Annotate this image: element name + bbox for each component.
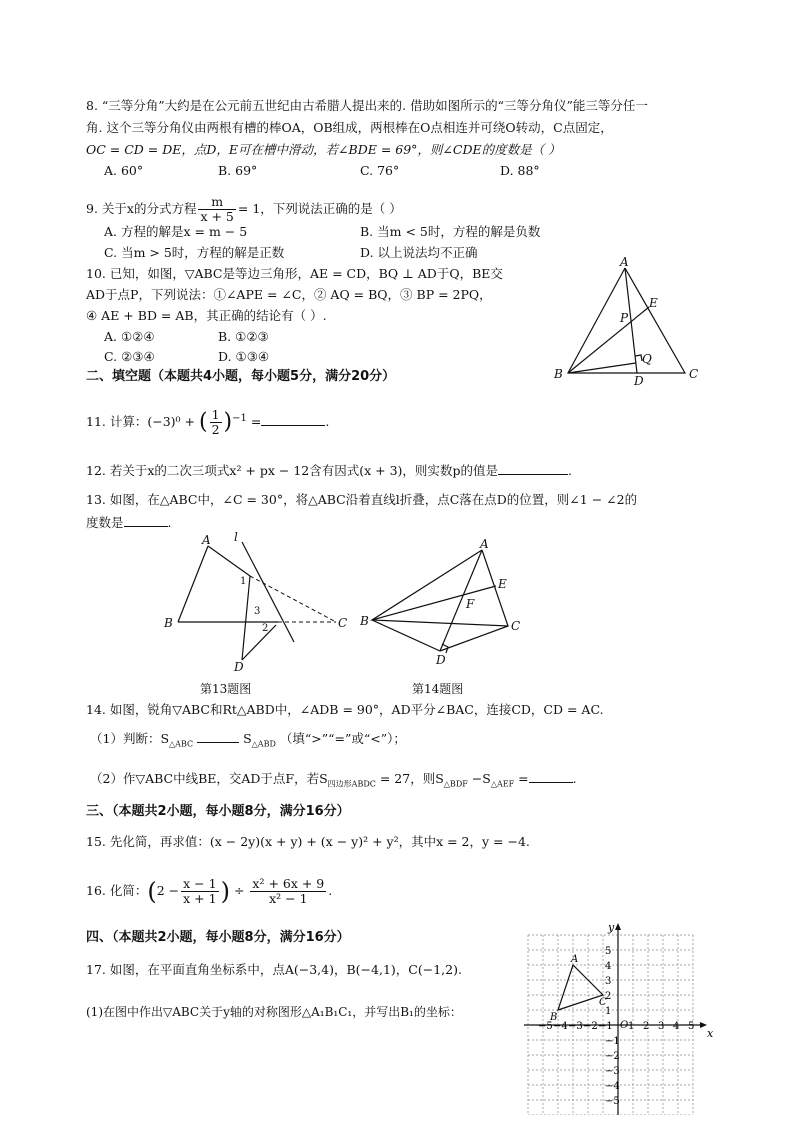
y-axis-arrow xyxy=(615,923,621,930)
q13-line1: 13. 如图，在△ABC中，∠C = 30°，将△ABC沿着直线l折叠，点C落在点D的位置，则∠1 − ∠2的 xyxy=(86,492,638,507)
q11-suffix: = xyxy=(250,414,262,430)
y-tick-label: −4 xyxy=(605,1081,620,1092)
q14-label-f: F xyxy=(466,597,475,611)
q17-line2: (1)在图中作出▽ABC关于y轴的对称图形△A₁B₁C₁，并写出B₁的坐标： xyxy=(86,1005,462,1019)
q16-divide: ÷ xyxy=(233,883,245,898)
q14-p2-suffix: = xyxy=(518,771,529,786)
q9-option-b: B. 当m < 5时，方程的解是负数 xyxy=(360,224,541,239)
section-2-heading: 二、填空题（本题共4小题，每小题5分，满分20分） xyxy=(86,369,396,384)
q13-label-angle1: 1 xyxy=(240,576,247,587)
x-axis-arrow xyxy=(700,1022,707,1028)
q11-frac-num: 1 xyxy=(211,407,220,423)
q14-p1-sub2: △ABD xyxy=(251,739,276,749)
point-b-label: B xyxy=(550,1012,558,1023)
q14-p2-answer-blank[interactable] xyxy=(529,770,573,783)
q13-caption: 第13题图 xyxy=(200,682,252,696)
q16-frac2-num: x² + 6x + 9 xyxy=(252,876,325,891)
x-axis-label: x xyxy=(707,1027,714,1040)
q14-caption: 第14题图 xyxy=(412,682,464,696)
q14-part1 xyxy=(90,730,406,753)
q14-label-b: B xyxy=(360,614,369,628)
q9-frac-num: m xyxy=(198,195,235,210)
q13-dashed-side-ac xyxy=(250,576,336,622)
q11-answer-blank[interactable] xyxy=(261,413,325,426)
q16-fraction-1 xyxy=(181,877,218,906)
x-tick-label: 4 xyxy=(673,1021,680,1032)
q9-fraction xyxy=(198,195,235,224)
q11-exponent: −1 xyxy=(232,413,247,424)
y-tick-label: 2 xyxy=(605,991,612,1002)
q13-side-fold-d1 xyxy=(242,576,250,660)
q9-suffix: = 1，下列说法正确的是（ ） xyxy=(237,201,402,216)
y-axis-label: y xyxy=(608,921,615,934)
section-4-heading: 四、（本题共2小题，每小题8分，满分16分） xyxy=(86,930,350,945)
coordinate-grid xyxy=(514,915,718,1115)
q11-frac-den: 2 xyxy=(211,422,220,438)
q13-label-c: C xyxy=(338,616,348,630)
q16-stem: 16. 化简：(2 − $\frac{x - 1}{x + 1}$ ) ÷ $\frac{\text{x² + 6x + 9}}{\text{x² − 1}}$ . xyxy=(86,876,333,906)
q9-prefix: 9. 关于x的分式方程 xyxy=(86,201,197,216)
q10-label-b: B xyxy=(554,367,563,381)
q17-line1: 17. 如图，在平面直角坐标系中，点A(−3,4)，B(−4,1)，C(−1,2). xyxy=(86,962,462,977)
q8-option-b: B. 69° xyxy=(218,163,258,178)
y-tick-label: 3 xyxy=(605,976,612,987)
q12-answer-blank[interactable] xyxy=(498,462,568,475)
x-tick-label: −3 xyxy=(568,1021,583,1032)
q16-prefix: 16. 化简： xyxy=(86,883,148,898)
q13-label-a: A xyxy=(202,533,211,547)
q13-label-b: B xyxy=(164,616,173,630)
q13-line2: 度数是 xyxy=(86,515,124,530)
q11-fraction xyxy=(210,408,222,437)
q10-line3: ④ AE + BD = AB，其正确的结论有（ ）. xyxy=(86,308,327,323)
q15-stem: 15. 先化简，再求值：(x − 2y)(x + y) + (x − y)² + y²，其中x = 2，y = −4. xyxy=(86,834,530,849)
y-tick-label: 1 xyxy=(605,1006,612,1017)
x-tick-label: −2 xyxy=(583,1021,598,1032)
q10-label-d: D xyxy=(634,374,644,385)
x-tick-label: 1 xyxy=(628,1021,635,1032)
origin-label: O xyxy=(620,1020,629,1031)
q8-option-a: A. 60° xyxy=(104,163,144,178)
q10-label-a: A xyxy=(620,255,629,269)
q14-line1: 14. 如图，锐角▽ABC和Rt△ABD中，∠ADB = 90°，AD平分∠BAC，连接CD，CD = AC. xyxy=(86,702,604,717)
q14-line-bd xyxy=(372,620,440,651)
q16-two: 2 − xyxy=(156,883,180,898)
q14-p2-sub3: △AEF xyxy=(490,779,515,789)
y-tick-label: −2 xyxy=(605,1051,620,1062)
q14-p2-sub2: △BDF xyxy=(443,779,468,789)
y-tick-label: 4 xyxy=(605,961,612,972)
q13-side-a-fold xyxy=(208,546,250,576)
q10-label-c: C xyxy=(689,367,699,381)
q10-label-q: Q xyxy=(642,352,652,366)
q16-end: . xyxy=(328,883,333,898)
q13-label-angle3: 3 xyxy=(254,606,261,617)
q16-frac1-num: x − 1 xyxy=(183,876,217,891)
q13-line2-wrap: 度数是 . xyxy=(86,515,172,530)
q8-line2: 角. 这个三等分角仪由两根有槽的棒OA，OB组成，两根棒在O点相连并可绕O转动，C点固定， xyxy=(86,120,613,135)
q10-option-b: B. ①②③ xyxy=(218,329,269,344)
y-tick-label: 5 xyxy=(605,946,612,957)
q14-line-ad xyxy=(440,550,482,651)
q16-fraction-2 xyxy=(250,877,326,906)
y-tick-label: −3 xyxy=(605,1066,620,1077)
q10-label-e: E xyxy=(649,296,658,310)
q14-p1-suffix: （填“>”“=”或“<”）； xyxy=(279,731,406,746)
q13-side-fold-d2 xyxy=(242,625,276,660)
q10-line-be xyxy=(568,307,649,373)
q10-figure xyxy=(552,255,702,385)
q14-line-be xyxy=(372,586,496,620)
section-3-heading: 三、（本题共2小题，每小题8分，满分16分） xyxy=(86,804,350,819)
q11-prefix: 11. 计算：(−3)⁰ + xyxy=(86,414,195,430)
q9-frac-den: x + 5 xyxy=(200,209,234,224)
q8-option-d: D. 88° xyxy=(500,163,540,178)
q9-stem xyxy=(86,192,402,226)
q9-option-c: C. 当m > 5时，方程的解是正数 xyxy=(104,245,285,260)
q11-stem: 11. 计算：(−3)⁰ + ( $\frac{1}{2}$ )$^{-1}$ = . xyxy=(86,407,330,438)
q10-option-c: C. ②③④ xyxy=(104,349,155,364)
q14-label-e: E xyxy=(498,577,507,591)
q12-text: 12. 若关于x的二次三项式x² + px − 12含有因式(x + 3)，则实数p的值是 xyxy=(86,463,498,478)
point-a-label: A xyxy=(571,954,579,965)
q14-p1-mid: S xyxy=(243,731,252,746)
q10-line1: 10. 已知，如图，▽ABC是等边三角形，AE = CD，BQ ⊥ AD于Q，BE交 xyxy=(86,266,503,281)
q10-option-d: D. ①③④ xyxy=(218,349,270,364)
q14-label-c: C xyxy=(511,619,521,633)
q13-label-d: D xyxy=(234,660,244,674)
q13-side-ab xyxy=(178,546,208,622)
x-tick-label: 2 xyxy=(643,1021,650,1032)
q16-frac1-den: x + 1 xyxy=(183,891,217,906)
q8-line3: OC = CD = DE，点D，E可在槽中滑动，若∠BDE = 69°，则∠CDE的度数是（ ） xyxy=(86,142,561,157)
q13-label-l: l xyxy=(234,532,238,544)
q14-p2-sub1: 四边形ABDC xyxy=(327,779,376,789)
q14-p2-mid2: −S xyxy=(471,771,491,786)
q14-p1-answer-blank[interactable] xyxy=(197,730,239,743)
q14-figure xyxy=(360,538,530,668)
q12-stem xyxy=(86,462,572,479)
q13-answer-blank[interactable] xyxy=(124,514,168,527)
q12-end: . xyxy=(567,463,572,478)
q9-option-a: A. 方程的解是x = m − 5 xyxy=(104,224,248,239)
q14-p2-mid: = 27，则S xyxy=(379,771,444,786)
q14-p1-prefix: （1）判断：S xyxy=(90,731,170,746)
y-tick-label: −5 xyxy=(605,1096,620,1107)
x-tick-label: 5 xyxy=(688,1021,695,1032)
q14-p1-sub1: △ABC xyxy=(169,739,194,749)
triangle-abc xyxy=(558,965,603,1010)
q8-option-c: C. 76° xyxy=(360,163,400,178)
point-c-label: C xyxy=(599,997,607,1008)
x-tick-label: −1 xyxy=(598,1021,613,1032)
x-tick-label: −5 xyxy=(538,1021,553,1032)
q14-label-d: D xyxy=(436,653,446,667)
q14-label-a: A xyxy=(480,538,489,551)
q8-line1: 8. “三等分角”大约是在公元前五世纪由古希腊人提出来的. 借助如图所示的“三等分角仪”能三等分任一 xyxy=(86,98,648,113)
q14-p2-prefix: （2）作▽ABC中线BE，交AD于点F，若S xyxy=(90,771,328,786)
x-tick-label: 3 xyxy=(658,1021,665,1032)
q10-option-a: A. ①②④ xyxy=(104,329,155,344)
q16-frac2-den: x² − 1 xyxy=(269,891,308,906)
q10-line2: AD于点P，下列说法：①∠APE = ∠C，② AQ = BQ，③ BP = 2PQ， xyxy=(86,287,492,302)
q14-line-dc xyxy=(440,626,508,651)
q10-label-p: P xyxy=(620,311,629,325)
y-tick-label: −1 xyxy=(605,1036,620,1047)
x-tick-label: −4 xyxy=(553,1021,568,1032)
q9-option-d: D. 以上说法均不正确 xyxy=(360,245,478,260)
q13-label-angle2: 2 xyxy=(262,623,269,634)
q13-figure xyxy=(158,532,358,677)
q14-part2: （2）作▽ABC中线BE，交AD于点F，若$S_{四边形ABDC} = 27$，则$S_{\triangle BDF} -S_{\triangle AEF}$ = . xyxy=(90,771,577,789)
